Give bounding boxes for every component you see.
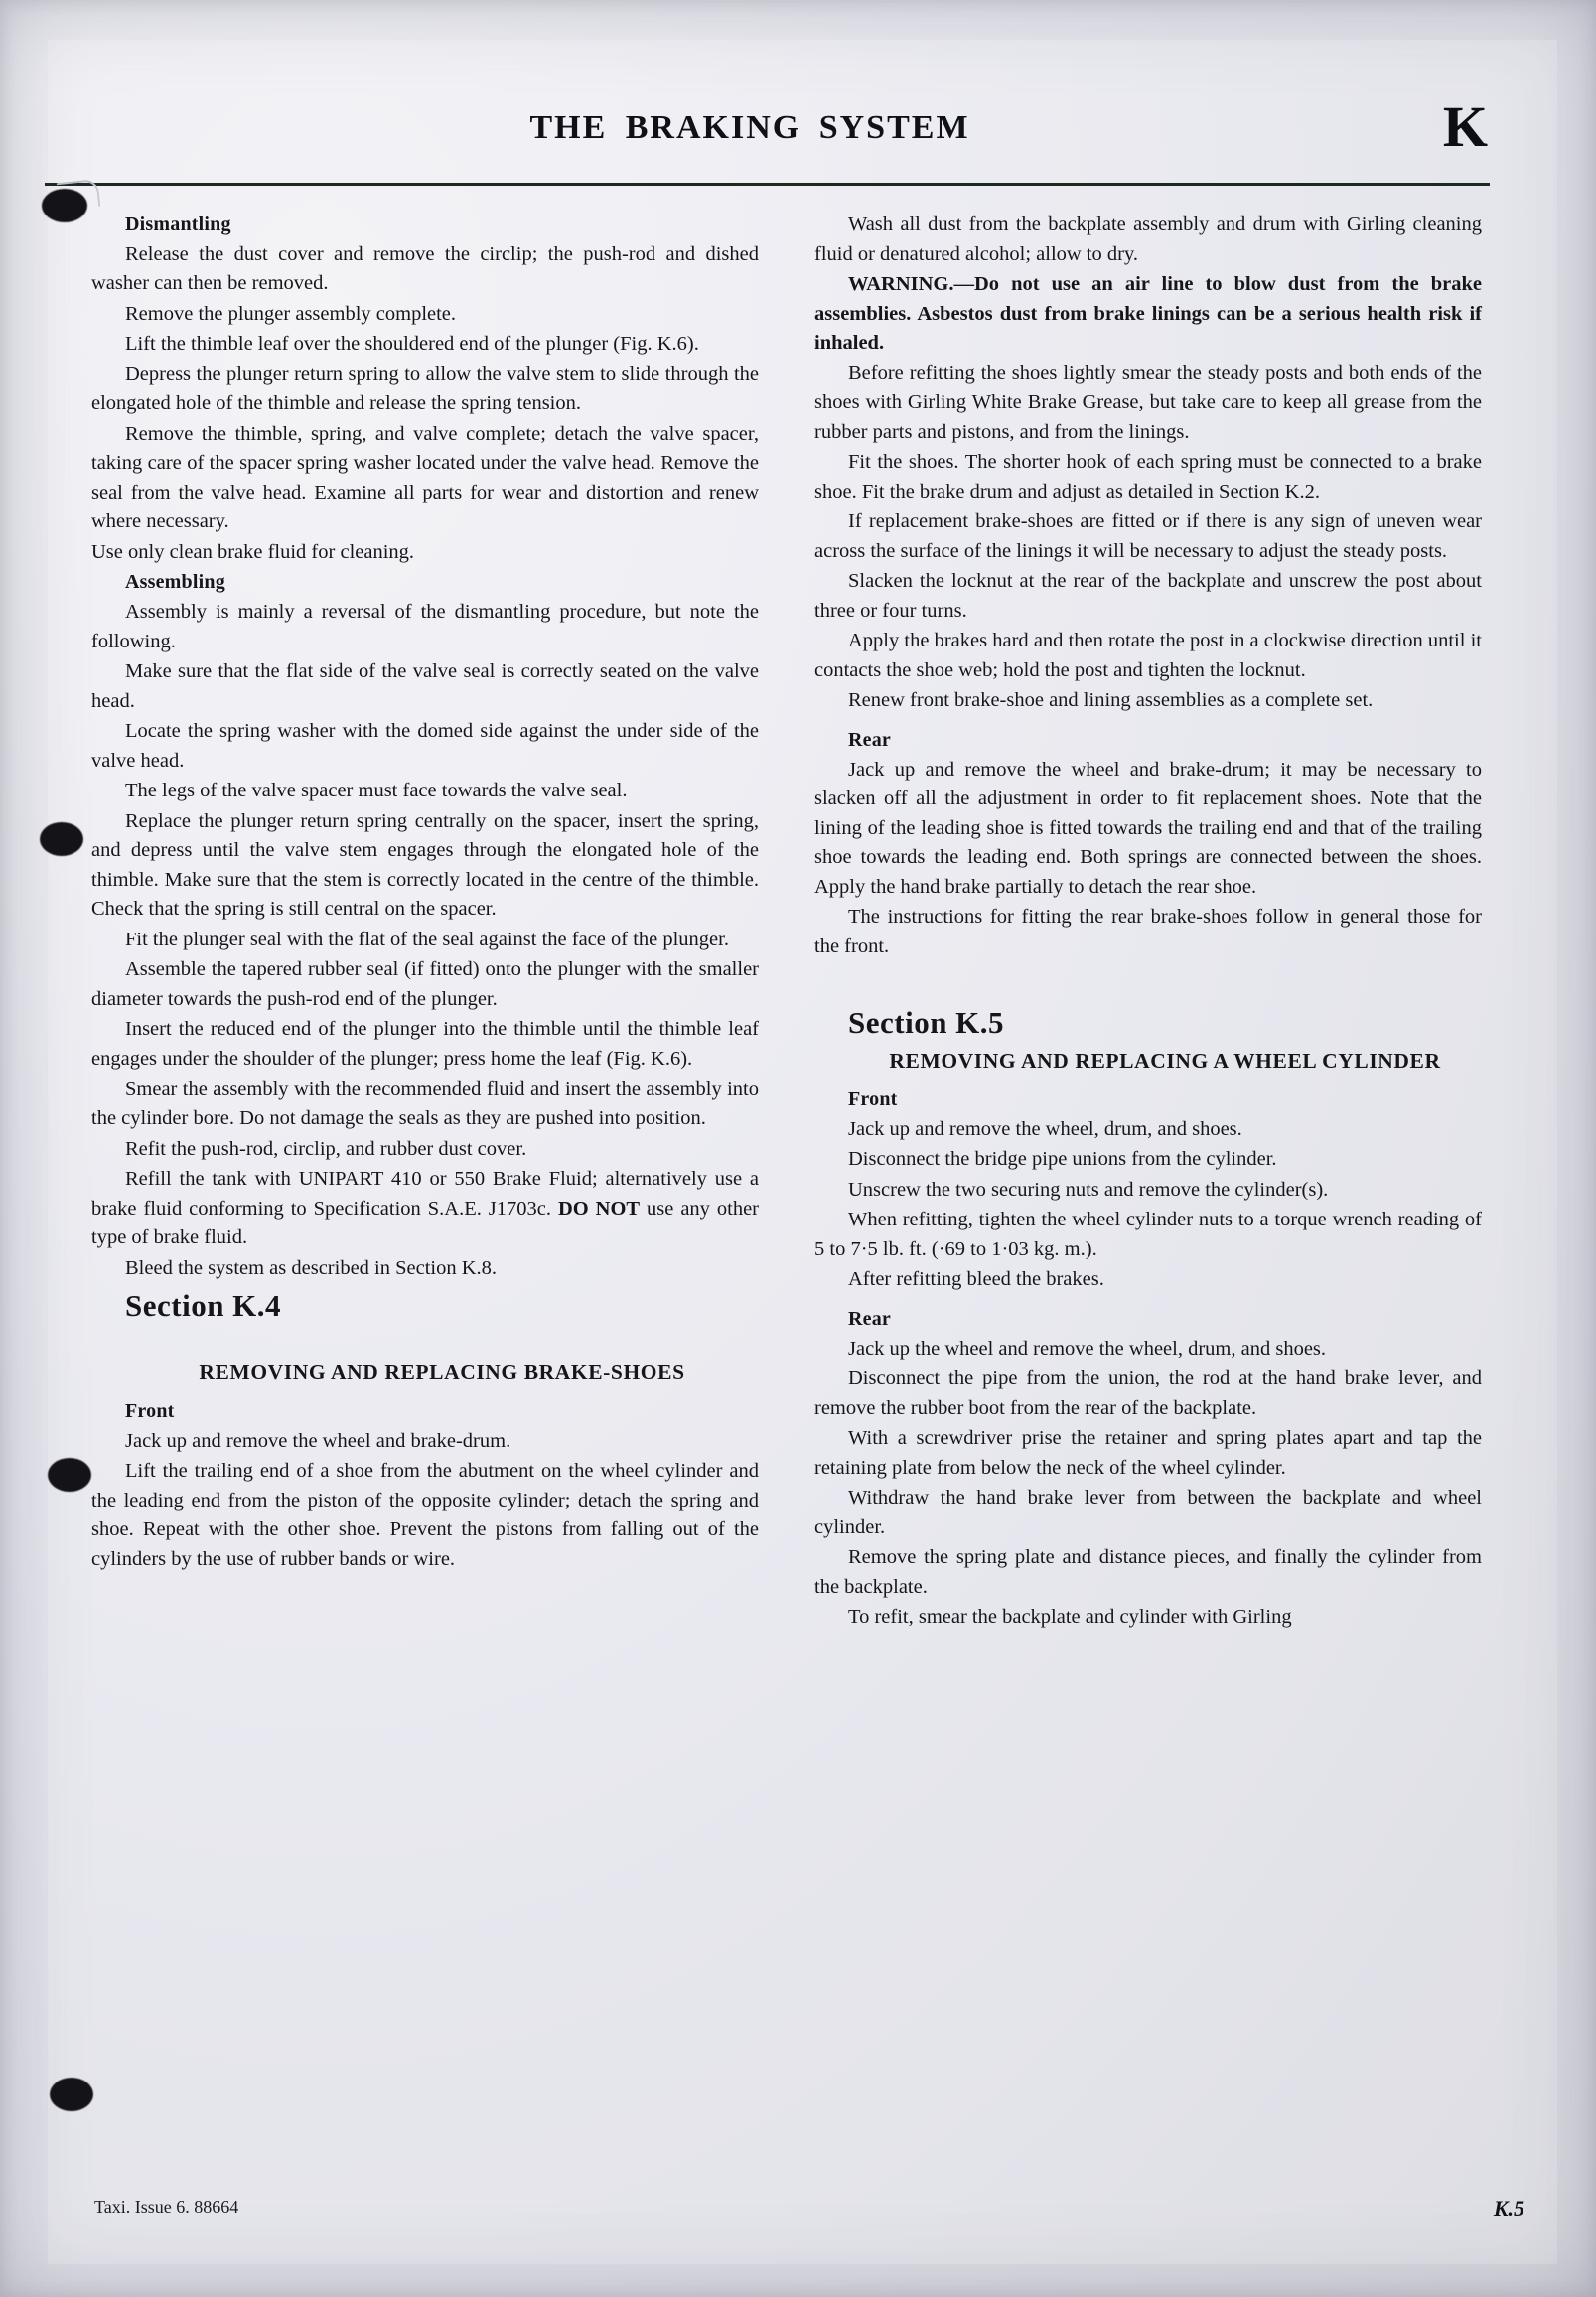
paragraph-part: use any other type of brake fluid. bbox=[91, 1197, 759, 1249]
paragraph: Remove the thimble, spring, and valve complete; detach the valve spacer, taking care of the spacer spring washer located under the valve head. Remove the seal from the valve head. Examine all parts for wear and distortion and renew where necessary. bbox=[91, 422, 759, 533]
paragraph: Assembly is mainly a reversal of the dismantling procedure, but note the following. bbox=[91, 601, 759, 652]
paragraph: Refit the push-rod, circlip, and rubber dust cover. bbox=[125, 1137, 527, 1160]
paragraph: Release the dust cover and remove the circlip; the push-rod and dished washer can then be removed. bbox=[91, 242, 759, 295]
paragraph: Jack up and remove the wheel and brake-drum. bbox=[125, 1429, 511, 1452]
scan-smudge bbox=[50, 2078, 93, 2111]
paragraph: The instructions for fitting the rear brake-shoes follow in general those for the front. bbox=[814, 906, 1482, 957]
paragraph: Fit the shoes. The shorter hook of each spring must be connected to a brake shoe. Fit the brake drum and adjust as detailed in Section K.2. bbox=[814, 451, 1482, 502]
section-k5-title: Section K.5 bbox=[848, 1005, 1005, 1041]
paragraph: Renew front brake-shoe and lining assemblies as a complete set. bbox=[848, 689, 1374, 712]
paragraph: Jack up the wheel and remove the wheel, drum, and shoes. bbox=[848, 1337, 1327, 1360]
heading-rear: Rear bbox=[848, 1307, 891, 1330]
heading-front: Front bbox=[848, 1087, 898, 1110]
paragraph: Slacken the locknut at the rear of the backplate and unscrew the post about three or four turns. bbox=[814, 570, 1482, 622]
heading-front: Front bbox=[125, 1399, 175, 1422]
paragraph: Smear the assembly with the recommended fluid and insert the assembly into the cylinder bore. Do not damage the seals as they are pushed into position. bbox=[91, 1077, 759, 1130]
paragraph: Locate the spring washer with the domed side against the under side of the valve head. bbox=[91, 720, 759, 772]
paragraph: Jack up and remove the wheel and brake-drum; it may be necessary to slacken off all the adjustment in order to fit replacement shoes. Note that the lining of the leading shoe is fitted towards the trailing end and that of the trailing shoe towards the leading end. Both springs are connected between the shoes. Apply the hand brake partially to detach the rear shoe. bbox=[814, 758, 1482, 898]
paragraph: Lift the trailing end of a shoe from the abutment on the wheel cylinder and the leading end from the piston of the opposite cylinder; detach the spring and shoe. Repeat with the other shoe. Prevent the pistons from falling out of the cylinders by the use of rubber bands or wire. bbox=[91, 1460, 759, 1570]
paragraph: Disconnect the pipe from the union, the rod at the hand brake lever, and remove the rubber boot from the rear of the backplate. bbox=[814, 1367, 1482, 1419]
paragraph: After refitting bleed the brakes. bbox=[848, 1268, 1104, 1291]
do-not-emphasis: DO NOT bbox=[557, 1197, 641, 1220]
paragraph: Jack up and remove the wheel, drum, and shoes. bbox=[848, 1117, 1242, 1140]
paragraph: Fit the plunger seal with the flat of the seal against the face of the plunger. bbox=[125, 928, 729, 950]
paragraph: The legs of the valve spacer must face towards the valve seal. bbox=[125, 780, 628, 802]
paragraph: With a screwdriver prise the retainer and spring plates apart and tap the retaining plate from below the neck of the wheel cylinder. bbox=[814, 1427, 1482, 1479]
paragraph: Use only clean brake fluid for cleaning. bbox=[91, 540, 415, 563]
paragraph: Disconnect the bridge pipe unions from the cylinder. bbox=[848, 1148, 1277, 1171]
page-title: THE BRAKING SYSTEM bbox=[529, 109, 970, 146]
page-curl bbox=[57, 179, 101, 211]
paragraph: If replacement brake-shoes are fitted or if there is any sign of uneven wear across the surface of the linings it will be necessary to adjust the steady posts. bbox=[814, 510, 1482, 562]
scan-smudge bbox=[48, 1458, 91, 1492]
paragraph: Before refitting the shoes lightly smear the steady posts and both ends of the shoes with Girling White Brake Grease, but take care to keep all grease from the rubber parts and pistons, and from the linings. bbox=[814, 361, 1482, 443]
paragraph-part: Refill the tank with UNIPART 410 or 550 Brake Fluid; alternatively use a brake fluid conforming to Specification S.A.E. J1703c. bbox=[91, 1168, 759, 1220]
section-letter: K bbox=[1442, 94, 1488, 159]
paragraph: Apply the brakes hard and then rotate the post in a clockwise direction until it contacts the shoe web; hold the post and tighten the locknut. bbox=[814, 630, 1482, 681]
section-k5-heading: REMOVING AND REPLACING A WHEEL CYLINDER bbox=[889, 1048, 1441, 1073]
right-column bbox=[814, 211, 1482, 1634]
paragraph: Unscrew the two securing nuts and remove the cylinder(s). bbox=[848, 1178, 1329, 1201]
paragraph: Insert the reduced end of the plunger into the thimble until the thimble leaf engages under the shoulder of the plunger; press home the leaf (Fig. K.6). bbox=[91, 1018, 759, 1070]
paragraph: Make sure that the flat side of the valve seal is correctly seated on the valve head. bbox=[91, 660, 759, 712]
paragraph: Replace the plunger return spring centrally on the spacer, insert the spring, and depress until the valve stem engages through the elongated hole of the thimble. Make sure that the stem is correctly located in the centre of the thimble. Check that the spring is still central on the spacer. bbox=[91, 809, 759, 921]
section-k4-heading: REMOVING AND REPLACING BRAKE-SHOES bbox=[199, 1360, 685, 1384]
heading-assembling: Assembling bbox=[125, 571, 225, 594]
header-rule bbox=[45, 183, 1490, 186]
left-column bbox=[91, 211, 759, 1575]
footer-issue: Taxi. Issue 6. 88664 bbox=[94, 2197, 239, 2217]
paragraph: Depress the plunger return spring to allow the valve stem to slide through the elongated hole of the thimble and release the spring tension. bbox=[91, 362, 759, 415]
heading-rear: Rear bbox=[848, 728, 891, 751]
heading-dismantling: Dismantling bbox=[125, 214, 231, 235]
footer-page-number: K.5 bbox=[1493, 2196, 1524, 2221]
paragraph: Lift the thimble leaf over the shouldered end of the plunger (Fig. K.6). bbox=[125, 333, 699, 356]
paragraph: To refit, smear the backplate and cylinder with Girling bbox=[848, 1606, 1292, 1629]
paragraph-brake-fluid bbox=[91, 1165, 759, 1253]
paragraph: When refitting, tighten the wheel cylinder nuts to a torque wrench reading of 5 to 7·5 lb. ft. (·69 to 1·03 kg. m.). bbox=[814, 1209, 1482, 1260]
paragraph: Assemble the tapered rubber seal (if fitted) onto the plunger with the smaller diameter towards the push-rod end of the plunger. bbox=[91, 958, 759, 1010]
page-header bbox=[50, 94, 1539, 179]
scan-smudge bbox=[40, 822, 83, 856]
warning-text: WARNING.—Do not use an air line to blow dust from the brake assemblies. Asbestos dust from brake linings can be a serious health risk if inhaled. bbox=[814, 273, 1482, 355]
paragraph: Remove the plunger assembly complete. bbox=[125, 302, 457, 325]
paragraph: Bleed the system as described in Section K.8. bbox=[125, 1256, 498, 1279]
section-k4-title: Section K.4 bbox=[125, 1288, 282, 1324]
paragraph: Remove the spring plate and distance pieces, and finally the cylinder from the backplate. bbox=[814, 1546, 1482, 1598]
paragraph: Withdraw the hand brake lever from between the backplate and wheel cylinder. bbox=[814, 1487, 1482, 1538]
paragraph: Wash all dust from the backplate assembly and drum with Girling cleaning fluid or denatured alcohol; allow to dry. bbox=[814, 214, 1482, 265]
